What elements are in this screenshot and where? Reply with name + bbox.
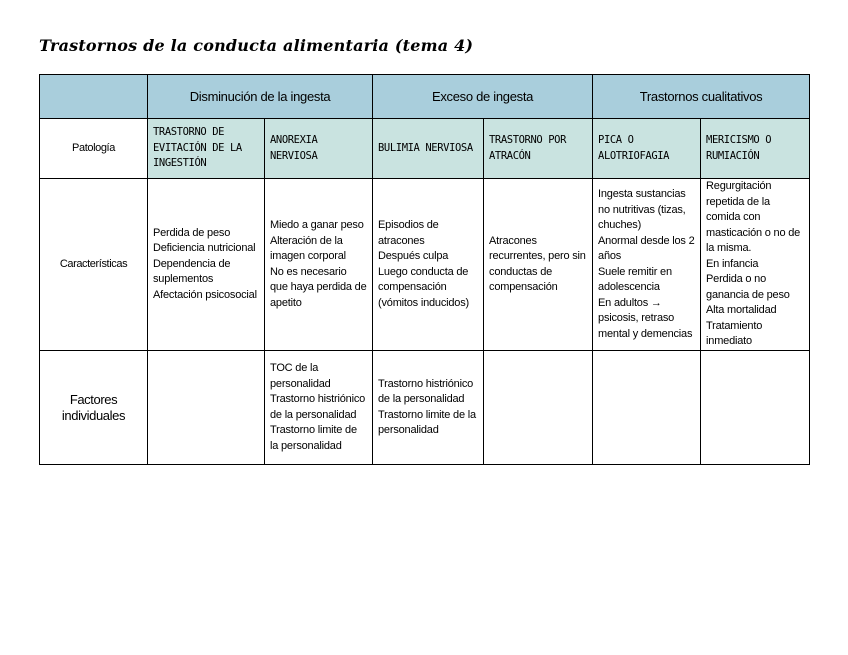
pathology-name: PICA O ALOTRIOFAGIA xyxy=(598,134,670,162)
pathology-cell xyxy=(148,119,265,179)
pathology-cell xyxy=(701,119,810,179)
pathology-cell xyxy=(484,119,593,179)
factores-cell xyxy=(148,351,265,465)
factores-cell xyxy=(265,351,373,465)
pathology-name: TRASTORNO POR ATRACÓN xyxy=(489,134,566,162)
pathology-row xyxy=(40,119,810,179)
caracteristicas-cell xyxy=(148,179,265,351)
factores-row xyxy=(40,351,810,465)
pathology-name: MERICISMO O RUMIACIÓN xyxy=(706,134,772,162)
group-header-cualitativos: Trastornos cualitativos xyxy=(593,75,810,119)
caracteristicas-cell xyxy=(373,179,484,351)
factores-cell xyxy=(484,351,593,465)
page-title: Trastornos de la conducta alimentaria (tema 4) xyxy=(39,36,474,55)
pathology-name: TRASTORNO DE EVITACIÓN DE LA INGESTIÓN xyxy=(153,126,242,170)
factores-text: Trastorno histriónico de la personalidad Trastorno limite de la personalidad xyxy=(378,377,476,436)
factores-cell xyxy=(593,351,701,465)
caracteristicas-cell xyxy=(593,179,701,351)
corner-cell xyxy=(40,75,148,119)
group-header-disminucion: Disminución de la ingesta xyxy=(148,75,373,119)
pathology-cell xyxy=(373,119,484,179)
caracteristicas-text: Atracones recurrentes, pero sin conductas de compensación xyxy=(489,234,586,293)
pathology-cell xyxy=(265,119,373,179)
factores-text: TOC de la personalidad Trastorno histriónico de la personalidad Trastorno limite de la personalidad xyxy=(270,362,366,452)
factores-cell xyxy=(701,351,810,465)
factores-cell xyxy=(373,351,484,465)
caracteristicas-text: Regurgitación repetida de la comida con masticación o no de la misma. En infancia Perdida o no ganancia de peso Alta mortalidad Tratamiento inmediato xyxy=(706,180,801,348)
caracteristicas-cell xyxy=(265,179,373,351)
caracteristicas-text: Ingesta sustancias no nutritivas (tizas, chuches) Anormal desde los 2 años Suele remitir en adolescencia En adultos → psicosis, retraso mental y demencias xyxy=(598,188,695,340)
row-label-factores xyxy=(40,351,148,465)
row-label-factores-text: Factores individuales xyxy=(61,391,126,423)
caracteristicas-cell xyxy=(701,179,810,351)
pathology-cell xyxy=(593,119,701,179)
row-label-patologia: Patología xyxy=(40,119,148,179)
group-header-row xyxy=(40,75,810,119)
disorders-table xyxy=(39,74,810,465)
caracteristicas-text: Episodios de atracones Después culpa Luego conducta de compensación (vómitos inducidos) xyxy=(378,219,469,309)
caracteristicas-text: Miedo a ganar peso Alteración de la imagen corporal No es necesario que haya perdida de apetito xyxy=(270,219,367,309)
pathology-name: BULIMIA NERVIOSA xyxy=(378,141,473,154)
row-label-caracteristicas: Características xyxy=(40,179,148,351)
caracteristicas-row xyxy=(40,179,810,351)
pathology-name: ANOREXIA NERVIOSA xyxy=(270,134,318,162)
caracteristicas-text: Perdida de peso Deficiencia nutricional Dependencia de suplementos Afectación psicosocial xyxy=(153,226,257,301)
caracteristicas-cell xyxy=(484,179,593,351)
group-header-exceso: Exceso de ingesta xyxy=(373,75,593,119)
